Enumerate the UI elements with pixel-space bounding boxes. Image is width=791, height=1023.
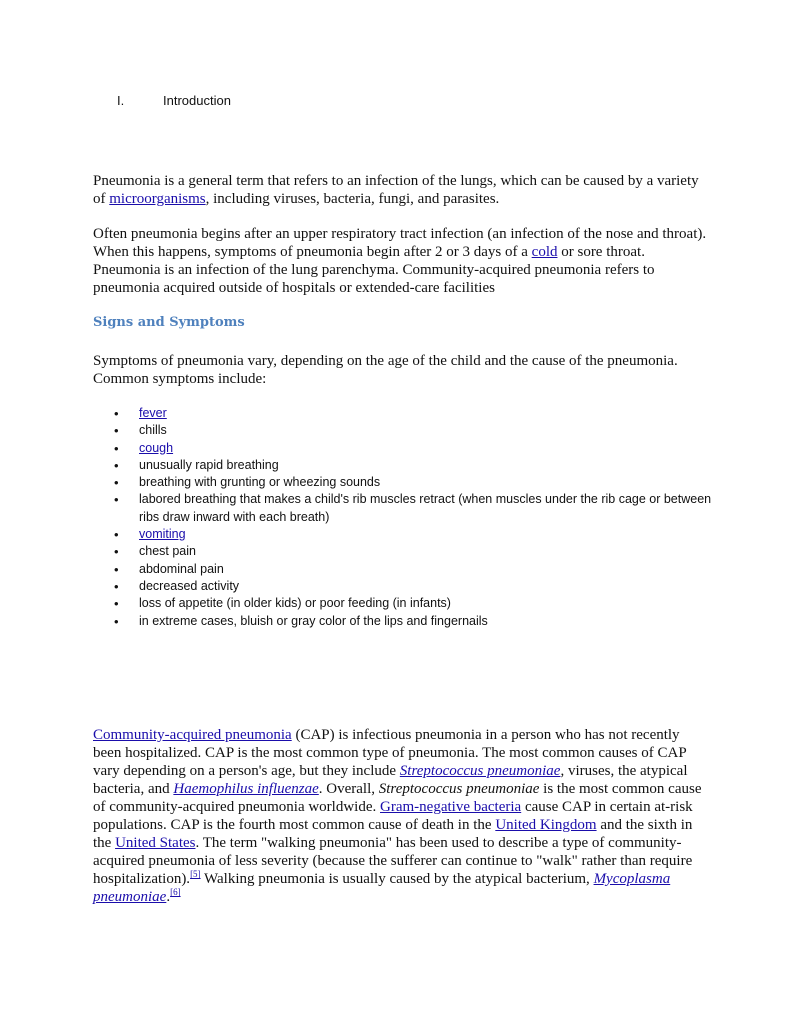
cap-paragraph xyxy=(93,726,703,906)
gram-negative-bacteria-link[interactable]: Gram-negative bacteria xyxy=(380,799,522,815)
vomiting-link[interactable]: vomiting xyxy=(139,527,186,542)
cap-text: , viruses, the atypical bacteria, and xyxy=(93,763,688,797)
section-heading xyxy=(117,93,231,108)
list-item xyxy=(93,405,713,422)
list-item: • breathing with grunting or wheezing sounds xyxy=(93,474,713,491)
intro-text: Pneumonia is a general term that refers to an infection of the lungs, which can be caused by a variety of xyxy=(93,173,699,207)
cap-text: is the most common cause of community-acquired pneumonia worldwide. xyxy=(93,781,702,815)
list-item: • labored breathing that makes a child's rib muscles retract (when muscles under the rib cage or between ribs draw inward with each breath) xyxy=(93,491,713,526)
united-states-link[interactable]: United States xyxy=(115,835,196,851)
reference-5-link[interactable]: [5] xyxy=(190,869,201,879)
cough-link[interactable]: cough xyxy=(139,440,174,455)
streptococcus-pneumoniae-text: Streptococcus pneumoniae xyxy=(378,781,540,797)
symptoms-intro-paragraph: Symptoms of pneumonia vary, depending on the age of the child and the cause of the pneumonia. Common symptoms include: xyxy=(93,353,678,387)
cap-text: . The term "walking pneumonia" has been used to describe a type of community-acquired pneumonia of less severity (because the sufferer can continue to "walk" rather than require hospitalization). xyxy=(93,835,693,887)
united-kingdom-link[interactable]: United Kingdom xyxy=(495,817,597,833)
list-item: • loss of appetite (in older kids) or poor feeding (in infants) xyxy=(93,595,713,612)
list-item: • in extreme cases, bluish or gray color of the lips and fingernails xyxy=(93,613,713,630)
list-item: • chest pain xyxy=(93,543,713,560)
list-item: • unusually rapid breathing xyxy=(93,457,713,474)
urti-text-end: or sore throat. Pneumonia is an infection of the lung parenchyma. Community-acquired pneumonia refers to pneumonia acquired outside of hospitals or extended-care facilities xyxy=(93,244,655,296)
list-item: • chills xyxy=(93,422,713,439)
list-item xyxy=(93,526,713,543)
urti-paragraph xyxy=(93,225,713,297)
section-title: Introduction xyxy=(163,93,231,108)
cap-text: cause CAP in certain at-risk populations. CAP is the fourth most common cause of death in the xyxy=(93,799,693,833)
haemophilus-influenzae-link[interactable]: Haemophilus influenzae xyxy=(173,781,319,797)
cap-text: (CAP) is infectious pneumonia in a person who has not recently been hospitalized. CAP is the most common type of pneumonia. The most common causes of CAP vary depending on a person's age, but they include xyxy=(93,727,687,779)
list-item: • decreased activity xyxy=(93,578,713,595)
section-number: I. xyxy=(117,93,125,108)
streptococcus-pneumoniae-link[interactable]: Streptococcus pneumoniae xyxy=(399,763,561,779)
cap-text: . xyxy=(166,889,171,905)
list-item xyxy=(93,440,713,457)
fever-link[interactable]: fever xyxy=(139,406,167,420)
cold-link[interactable]: cold xyxy=(531,244,558,260)
intro-text-end: , including viruses, bacteria, fungi, and parasites. xyxy=(205,191,500,207)
reference-6-link[interactable]: [6] xyxy=(170,887,181,897)
cap-text: Walking pneumonia is usually caused by the atypical bacterium, xyxy=(200,871,594,887)
list-item: • abdominal pain xyxy=(93,561,713,578)
community-acquired-pneumonia-link[interactable]: Community-acquired pneumonia xyxy=(93,727,292,743)
symptoms-list xyxy=(93,405,713,630)
microorganisms-link[interactable]: microorganisms xyxy=(109,191,206,207)
cap-text: and the sixth in the xyxy=(93,817,693,851)
cap-text: . Overall, xyxy=(318,781,379,797)
urti-text: Often pneumonia begins after an upper respiratory tract infection (an infection of the nose and throat). When this happens, symptoms of pneumonia begin after 2 or 3 days of a xyxy=(93,226,707,260)
signs-symptoms-heading: Signs and Symptoms xyxy=(93,315,245,330)
mycoplasma-pneumoniae-link[interactable]: Mycoplasma pneumoniae xyxy=(93,871,671,905)
intro-paragraph xyxy=(93,172,713,208)
